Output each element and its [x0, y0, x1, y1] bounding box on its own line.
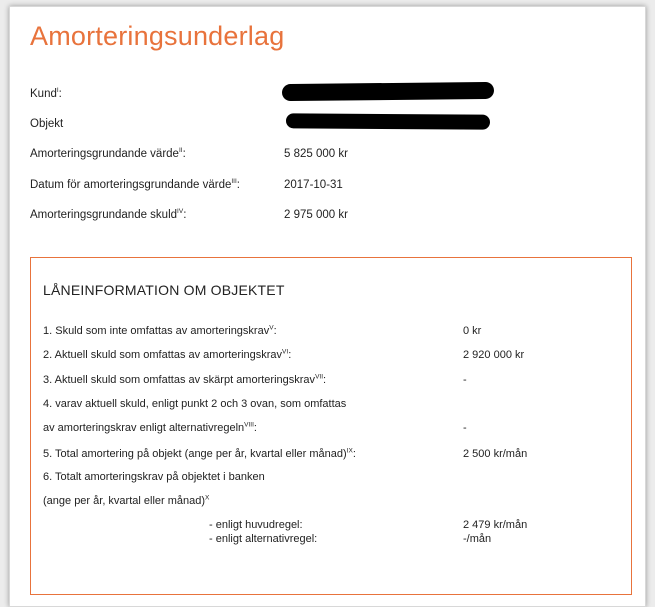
loan-row-5-label: 5. Total amortering på objekt (ange per år, kvartal eller månad)$^{IX}$: — [43, 447, 356, 460]
loan-row-2-value: 2 920 000 kr — [463, 349, 525, 361]
valuation-value: 5 825 000 kr — [284, 148, 348, 160]
main-rule-value: 2 479 kr/mån — [463, 519, 528, 531]
main-rule-label: - enligt huvudregel: — [209, 519, 303, 531]
valuation-date-value: 2017-10-31 — [284, 179, 343, 191]
loan-row-3-label: 3. Aktuell skuld som omfattas av skärpt amorteringskrav$^{VII}$: — [43, 373, 327, 386]
loan-info-box — [30, 257, 632, 595]
loan-row-4b-value: - — [463, 422, 467, 434]
document-page — [9, 6, 646, 607]
valuation-date-label: Datum för amorteringsgrundande värde$^{III}$: — [30, 178, 240, 191]
loan-row-4b-label: av amorteringskrav enligt alternativregeln$^{VIII}$: — [43, 421, 257, 434]
loan-row-4-label: 4. varav aktuell skuld, enligt punkt 2 och 3 ovan, som omfattas — [43, 398, 347, 410]
alt-rule-label: - enligt alternativregel: — [209, 533, 318, 545]
customer-redaction — [282, 82, 494, 101]
loan-row-1-value: 0 kr — [463, 325, 482, 337]
loan-row-6b-label: (ange per år, kvartal eller månad)$^X$ — [43, 494, 210, 507]
loan-row-5-value: 2 500 kr/mån — [463, 448, 528, 460]
object-redaction — [286, 113, 490, 129]
loan-row-6-label: 6. Totalt amorteringskrav på objektet i banken — [43, 471, 265, 483]
object-label: Objekt — [30, 118, 64, 130]
debt-label: Amorteringsgrundande skuld$^{IV}$: — [30, 208, 187, 221]
valuation-label: Amorteringsgrundande värde$^{II}$: — [30, 147, 186, 160]
alt-rule-value: -/mån — [463, 533, 492, 545]
debt-value: 2 975 000 kr — [284, 209, 348, 221]
loan-row-3-value: - — [463, 374, 467, 386]
customer-label: Kund$^I$: — [30, 87, 62, 100]
loan-info-heading: LÅNEINFORMATION OM OBJEKTET — [43, 282, 285, 298]
page-title: Amorteringsunderlag — [30, 21, 285, 51]
loan-row-1-label: 1. Skuld som inte omfattas av amorteringskrav$^V$: — [43, 324, 277, 337]
loan-row-2-label: 2. Aktuell skuld som omfattas av amorteringskrav$^{VI}$: — [43, 348, 292, 361]
